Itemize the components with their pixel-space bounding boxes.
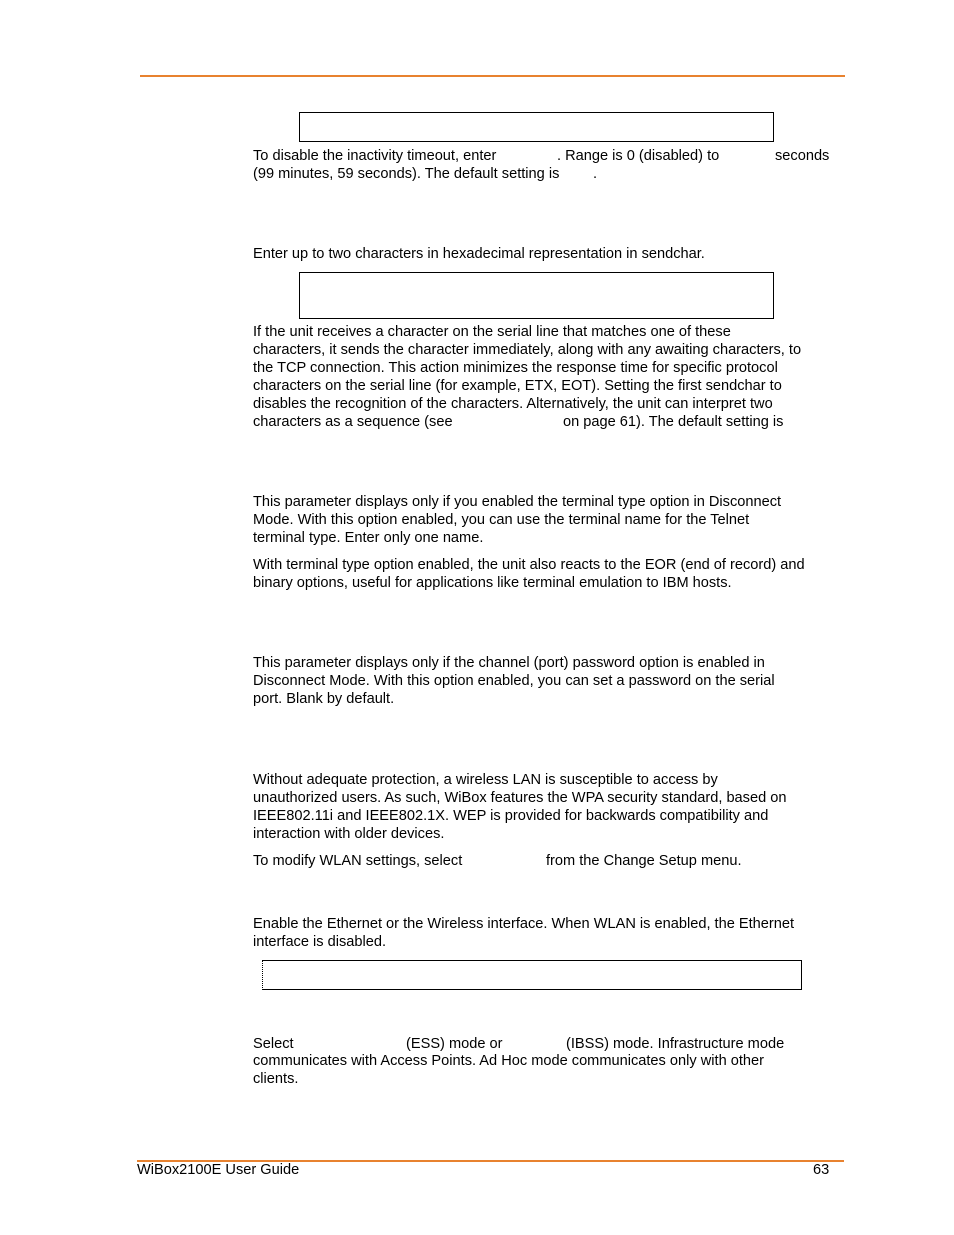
- telnet-line: Mode. With this option enabled, you can use the terminal name for the Telnet: [253, 512, 750, 528]
- topology-a: Select: [253, 1036, 294, 1052]
- wlan-modify-b: from the Change Setup menu.: [546, 853, 742, 869]
- sendchar-code-box: [299, 272, 774, 319]
- header-rule: [140, 75, 845, 77]
- password-paragraph: [253, 654, 845, 708]
- enable-code-box: [262, 960, 802, 990]
- wlan-line: unauthorized users. As such, WiBox features the WPA security standard, based on: [253, 790, 787, 806]
- page-number: 63: [813, 1162, 830, 1178]
- sendchar-intro: Enter up to two characters in hexadecimal representation in sendchar.: [253, 246, 705, 262]
- wlan-line: IEEE802.11i and IEEE802.1X. WEP is provided for backwards compatibility and: [253, 808, 769, 824]
- telnet-paragraph-2: [253, 556, 845, 592]
- wlan-line: interaction with older devices.: [253, 826, 445, 842]
- inactivity-text-2a: (99 minutes, 59 seconds). The default setting is: [253, 166, 560, 182]
- sendchar-last-b: on page 61). The default setting is: [563, 414, 784, 430]
- inactivity-text-1c: seconds: [775, 148, 830, 164]
- sendchar-line: the TCP connection. This action minimizes the response time for specific protocol: [253, 360, 778, 376]
- telnet-line: binary options, useful for applications like terminal emulation to IBM hosts.: [253, 575, 732, 591]
- wlan-modify-a: To modify WLAN settings, select: [253, 853, 463, 869]
- telnet-line: With terminal type option enabled, the unit also reacts to the EOR (end of record) and: [253, 557, 805, 573]
- telnet-line: terminal type. Enter only one name.: [253, 530, 484, 546]
- inactivity-text-2b: .: [593, 166, 598, 182]
- enable-line: Enable the Ethernet or the Wireless interface. When WLAN is enabled, the Ethernet: [253, 916, 795, 932]
- wlan-line: Without adequate protection, a wireless LAN is susceptible to access by: [253, 772, 718, 788]
- telnet-line: This parameter displays only if you enabled the terminal type option in Disconnect: [253, 494, 782, 510]
- telnet-paragraph-1: [253, 493, 845, 547]
- password-line: port. Blank by default.: [253, 691, 395, 707]
- sendchar-line: disables the recognition of the characters. Alternatively, the unit can interpret two: [253, 396, 773, 412]
- footer-title: WiBox2100E User Guide: [137, 1162, 300, 1178]
- password-line: Disconnect Mode. With this option enabled, you can set a password on the serial: [253, 673, 775, 689]
- topology-line-2: communicates with Access Points. Ad Hoc mode communicates only with other: [253, 1053, 765, 1069]
- wlan-paragraph: [253, 771, 845, 843]
- sendchar-line: characters on the serial line (for example, ETX, EOT). Setting the first sendchar to: [253, 378, 782, 394]
- password-line: This parameter displays only if the channel (port) password option is enabled in: [253, 655, 765, 671]
- inactivity-text-1a: To disable the inactivity timeout, enter: [253, 148, 497, 164]
- enable-paragraph: [253, 915, 845, 951]
- sendchar-paragraph: [253, 323, 845, 413]
- topology-c: (IBSS) mode. Infrastructure mode: [566, 1036, 785, 1052]
- topology-b: (ESS) mode or: [406, 1036, 503, 1052]
- inactivity-text-1b: . Range is 0 (disabled) to: [557, 148, 720, 164]
- inactivity-code-box: [299, 112, 774, 142]
- enable-line: interface is disabled.: [253, 934, 387, 950]
- sendchar-line: characters, it sends the character immediately, along with any awaiting characters, to: [253, 342, 802, 358]
- sendchar-line: If the unit receives a character on the serial line that matches one of these: [253, 324, 731, 340]
- sendchar-last-a: characters as a sequence (see: [253, 414, 453, 430]
- topology-line-3: clients.: [253, 1071, 299, 1087]
